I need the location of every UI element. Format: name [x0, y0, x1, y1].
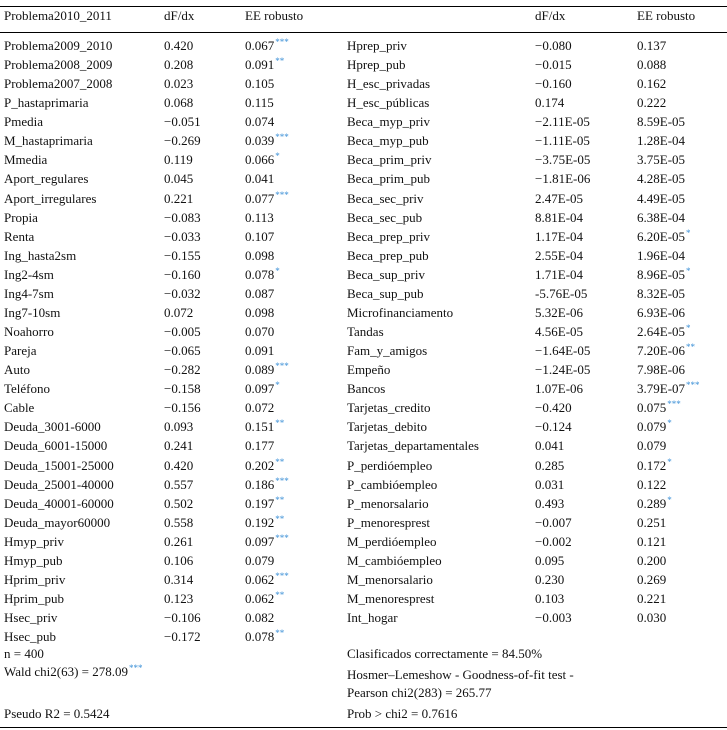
ee-value: [637, 419, 672, 435]
dfdx-value: 0.208: [164, 57, 194, 72]
ee-value: [245, 76, 275, 92]
ee-value: [245, 152, 280, 168]
variable-name: Propia: [4, 210, 38, 225]
variable-name: Deuda_15001-25000: [4, 458, 114, 473]
variable-name: P_menoresprest: [347, 515, 431, 530]
variable-name: Aport_irregulares: [4, 191, 97, 206]
variable-name: Beca_prim_pub: [347, 171, 431, 186]
significance-stars: **: [686, 342, 696, 352]
dfdx-value: 0.557: [164, 477, 194, 492]
variable-name: Ing_hasta2sm: [4, 248, 77, 263]
variable-name: Tarjetas_departamentales: [347, 438, 479, 453]
dfdx-value: 0.023: [164, 76, 194, 91]
variable-name: Problema2008_2009: [4, 57, 113, 72]
variable-name: Deuda_25001-40000: [4, 477, 114, 492]
ee-number: 0.192: [245, 515, 275, 530]
ee-number: 0.098: [245, 305, 275, 320]
dfdx-value: -5.76E-05: [535, 286, 588, 301]
ee-number: 0.172: [637, 458, 667, 473]
ee-number: 0.088: [637, 57, 667, 72]
ee-value: [637, 229, 691, 245]
ee-value: [245, 114, 275, 130]
significance-stars: *: [667, 495, 672, 505]
dfdx-value: −0.420: [535, 400, 572, 415]
ee-number: 0.098: [245, 248, 275, 263]
ee-value: [245, 534, 289, 550]
ee-value: [637, 305, 686, 321]
significance-stars: *: [686, 323, 691, 333]
ee-number: 0.186: [245, 477, 275, 492]
dfdx-value: −0.160: [535, 76, 572, 91]
dfdx-value: 0.558: [164, 515, 194, 530]
variable-name: H_esc_privadas: [347, 76, 431, 91]
variable-name: Hmyp_priv: [4, 534, 64, 549]
col-header-ee-right: EE robusto: [637, 8, 696, 23]
significance-stars: **: [275, 514, 285, 524]
ee-value: [245, 343, 275, 359]
ee-value: [245, 324, 275, 340]
variable-name: Deuda_3001-6000: [4, 419, 101, 434]
footer-wald-text: Wald chi2(63) = 278.09: [4, 664, 128, 679]
ee-value: [245, 629, 284, 645]
ee-value: [637, 458, 672, 474]
variable-name: Tandas: [347, 324, 384, 339]
ee-value: [245, 496, 284, 512]
dfdx-value: 0.045: [164, 171, 194, 186]
variable-name: Fam_y_amigos: [347, 343, 428, 358]
dfdx-value: −1.64E-05: [535, 343, 591, 358]
variable-name: Beca_sup_priv: [347, 267, 425, 282]
ee-value: [245, 362, 289, 378]
ee-number: 0.079: [637, 419, 667, 434]
ee-number: 2.64E-05: [637, 324, 686, 339]
variable-name: Hprim_pub: [4, 591, 64, 606]
ee-number: 0.077: [245, 191, 275, 206]
ee-number: 0.062: [245, 591, 275, 606]
ee-value: [245, 95, 275, 111]
dfdx-value: −1.81E-06: [535, 171, 591, 186]
footer-pseudo-r2: Pseudo R2 = 0.5424: [4, 706, 110, 721]
dfdx-value: 2.55E-04: [535, 248, 584, 263]
ee-value: [637, 381, 700, 397]
ee-value: [245, 419, 284, 435]
ee-number: 0.151: [245, 419, 275, 434]
ee-number: 0.075: [637, 400, 667, 415]
variable-name: Beca_prep_priv: [347, 229, 431, 244]
ee-number: 0.107: [245, 229, 275, 244]
ee-number: 3.79E-07: [637, 381, 686, 396]
variable-name: Pmedia: [4, 114, 43, 129]
significance-stars: ***: [275, 571, 289, 581]
dfdx-value: −0.124: [535, 419, 572, 434]
dfdx-value: 4.56E-05: [535, 324, 584, 339]
variable-name: Mmedia: [4, 152, 48, 167]
variable-name: Tarjetas_credito: [347, 400, 431, 415]
variable-name: Ing7-10sm: [4, 305, 61, 320]
ee-number: 0.089: [245, 362, 275, 377]
dfdx-value: −0.002: [535, 534, 572, 549]
ee-number: 1.28E-04: [637, 133, 686, 148]
ee-value: [637, 496, 672, 512]
ee-value: [245, 248, 275, 264]
significance-stars: **: [275, 628, 285, 638]
dfdx-value: −0.156: [164, 400, 201, 415]
ee-number: 0.113: [245, 210, 274, 225]
significance-stars: **: [275, 457, 285, 467]
ee-value: [245, 57, 284, 73]
ee-number: 0.078: [245, 267, 275, 282]
ee-number: 7.20E-06: [637, 343, 686, 358]
footer-wald-stars: ***: [128, 663, 143, 673]
ee-value: [637, 210, 686, 226]
significance-stars: ***: [275, 132, 289, 142]
variable-name: Aport_regulares: [4, 171, 89, 186]
ee-number: 0.091: [245, 343, 275, 358]
variable-name: Hprep_pub: [347, 57, 406, 72]
variable-name: Bancos: [347, 381, 386, 396]
ee-value: [245, 133, 289, 149]
ee-number: 4.49E-05: [637, 191, 686, 206]
ee-number: 0.070: [245, 324, 275, 339]
significance-stars: ***: [686, 380, 700, 390]
ee-value: [637, 152, 686, 168]
ee-number: 0.289: [637, 496, 667, 511]
ee-number: 0.091: [245, 57, 275, 72]
ee-value: [637, 343, 695, 359]
dfdx-value: −0.155: [164, 248, 201, 263]
significance-stars: ***: [275, 533, 289, 543]
ee-number: 0.082: [245, 610, 275, 625]
dfdx-value: 0.261: [164, 534, 194, 549]
footer-clasificados: Clasificados correctamente = 84.50%: [347, 646, 543, 661]
col-header-ee-left: EE robusto: [245, 8, 304, 23]
ee-number: 0.202: [245, 458, 275, 473]
significance-stars: ***: [275, 190, 289, 200]
variable-name: Beca_sec_priv: [347, 191, 424, 206]
ee-value: [637, 515, 667, 531]
ee-number: 0.115: [245, 95, 274, 110]
significance-stars: *: [667, 418, 672, 428]
ee-value: [637, 114, 686, 130]
ee-value: [245, 286, 275, 302]
ee-number: 0.177: [245, 438, 275, 453]
dfdx-value: 0.285: [535, 458, 565, 473]
significance-stars: *: [275, 266, 280, 276]
ee-value: [637, 267, 691, 283]
variable-name: Deuda_mayor60000: [4, 515, 111, 530]
dfdx-value: 2.47E-05: [535, 191, 584, 206]
dfdx-value: −0.007: [535, 515, 572, 530]
ee-number: 0.062: [245, 572, 275, 587]
variable-name: Noahorro: [4, 324, 54, 339]
variable-name: Hprim_priv: [4, 572, 66, 587]
ee-value: [245, 438, 275, 454]
dfdx-value: 0.093: [164, 419, 194, 434]
significance-stars: *: [275, 380, 280, 390]
ee-value: [637, 38, 667, 54]
ee-number: 0.066: [245, 152, 275, 167]
ee-number: 4.28E-05: [637, 171, 686, 186]
significance-stars: **: [275, 418, 285, 428]
variable-name: Tarjetas_debito: [347, 419, 427, 434]
dfdx-value: 1.07E-06: [535, 381, 584, 396]
ee-value: [245, 191, 289, 207]
dfdx-value: −1.11E-05: [535, 133, 590, 148]
variable-name: Teléfono: [4, 381, 51, 396]
dfdx-value: −0.005: [164, 324, 201, 339]
ee-value: [637, 400, 681, 416]
ee-value: [637, 324, 691, 340]
dfdx-value: −0.160: [164, 267, 201, 282]
ee-number: 0.072: [245, 400, 275, 415]
dfdx-value: 0.314: [164, 572, 194, 587]
top-rule: [0, 6, 727, 7]
ee-number: 0.074: [245, 114, 275, 129]
variable-name: Beca_sup_pub: [347, 286, 424, 301]
variable-name: Microfinanciamento: [347, 305, 454, 320]
ee-number: 0.162: [637, 76, 667, 91]
variable-name: H_esc_públicas: [347, 95, 430, 110]
ee-value: [637, 286, 686, 302]
ee-value: [245, 38, 289, 54]
variable-name: P_cambióempleo: [347, 477, 438, 492]
ee-number: 3.75E-05: [637, 152, 686, 167]
ee-value: [637, 191, 686, 207]
ee-number: 0.079: [637, 438, 667, 453]
dfdx-value: −1.24E-05: [535, 362, 591, 377]
variable-name: M_hastaprimaria: [4, 133, 93, 148]
ee-value: [637, 95, 667, 111]
ee-number: 0.078: [245, 629, 275, 644]
ee-value: [637, 362, 686, 378]
variable-name: P_menorsalario: [347, 496, 429, 511]
variable-name: Pareja: [4, 343, 37, 358]
ee-value: [245, 171, 275, 187]
ee-number: 0.041: [245, 171, 275, 186]
dfdx-value: 0.221: [164, 191, 194, 206]
footer-n: n = 400: [4, 646, 44, 661]
bottom-rule: [0, 727, 727, 728]
ee-value: [245, 305, 275, 321]
dfdx-value: 0.493: [535, 496, 565, 511]
dfdx-value: −0.269: [164, 133, 201, 148]
dfdx-value: −0.080: [535, 38, 572, 53]
col-header-dfdx-right: dF/dx: [535, 8, 566, 23]
variable-name: Deuda_40001-60000: [4, 496, 114, 511]
significance-stars: *: [686, 228, 691, 238]
dfdx-value: 1.17E-04: [535, 229, 584, 244]
variable-name: Problema2007_2008: [4, 76, 113, 91]
ee-value: [245, 400, 275, 416]
variable-name: P_perdióempleo: [347, 458, 433, 473]
ee-number: 6.38E-04: [637, 210, 686, 225]
ee-value: [637, 553, 667, 569]
dfdx-value: −0.282: [164, 362, 201, 377]
significance-stars: ***: [667, 399, 681, 409]
variable-name: Beca_myp_pub: [347, 133, 429, 148]
variable-name: Cable: [4, 400, 35, 415]
variable-name: M_menoresprest: [347, 591, 435, 606]
dfdx-value: 0.420: [164, 38, 194, 53]
ee-value: [637, 477, 667, 493]
ee-number: 0.079: [245, 553, 275, 568]
variable-name: Hsec_priv: [4, 610, 58, 625]
ee-value: [245, 267, 280, 283]
ee-value: [637, 572, 667, 588]
ee-number: 0.105: [245, 76, 275, 91]
variable-name: Beca_sec_pub: [347, 210, 423, 225]
variable-name: Hmyp_pub: [4, 553, 63, 568]
dfdx-value: −3.75E-05: [535, 152, 591, 167]
dfdx-value: 0.095: [535, 553, 565, 568]
dfdx-value: −0.106: [164, 610, 201, 625]
dfdx-value: 0.031: [535, 477, 565, 492]
dfdx-value: 0.041: [535, 438, 565, 453]
ee-number: 0.200: [637, 553, 667, 568]
ee-number: 1.96E-04: [637, 248, 686, 263]
dfdx-value: −0.065: [164, 343, 201, 358]
variable-name: M_cambióempleo: [347, 553, 442, 568]
ee-number: 0.221: [637, 591, 667, 606]
table-title: Problema2010_2011: [4, 8, 112, 23]
variable-name: Hprep_priv: [347, 38, 407, 53]
dfdx-value: −0.032: [164, 286, 201, 301]
dfdx-value: 8.81E-04: [535, 210, 584, 225]
dfdx-value: 0.230: [535, 572, 565, 587]
dfdx-value: −0.083: [164, 210, 201, 225]
variable-name: Int_hogar: [347, 610, 398, 625]
ee-number: 0.030: [637, 610, 667, 625]
ee-value: [245, 477, 289, 493]
ee-number: 0.222: [637, 95, 667, 110]
ee-number: 0.097: [245, 381, 275, 396]
significance-stars: ***: [275, 361, 289, 371]
ee-number: 0.121: [637, 534, 667, 549]
ee-number: 7.98E-06: [637, 362, 686, 377]
dfdx-value: −0.003: [535, 610, 572, 625]
ee-value: [245, 610, 275, 626]
footer-hosmer-line2: Pearson chi2(283) = 265.77: [347, 685, 492, 700]
variable-name: Deuda_6001-15000: [4, 438, 108, 453]
variable-name: Ing2-4sm: [4, 267, 54, 282]
footer-hosmer-line1: Hosmer–Lemeshow - Goodness-of-fit test -: [347, 667, 574, 682]
ee-number: 0.097: [245, 534, 275, 549]
variable-name: Beca_prep_pub: [347, 248, 429, 263]
ee-number: 8.32E-05: [637, 286, 686, 301]
dfdx-value: 0.103: [535, 591, 565, 606]
dfdx-value: −0.015: [535, 57, 572, 72]
ee-value: [637, 438, 667, 454]
ee-number: 0.197: [245, 496, 275, 511]
dfdx-value: 0.072: [164, 305, 194, 320]
significance-stars: ***: [275, 37, 289, 47]
header-rule: [0, 32, 727, 33]
significance-stars: *: [667, 457, 672, 467]
significance-stars: *: [686, 266, 691, 276]
footer-prob: Prob > chi2 = 0.7616: [347, 706, 458, 721]
dfdx-value: 0.068: [164, 95, 194, 110]
ee-value: [245, 553, 275, 569]
ee-number: 6.93E-06: [637, 305, 686, 320]
ee-value: [637, 534, 667, 550]
variable-name: Empeño: [347, 362, 391, 377]
dfdx-value: 1.71E-04: [535, 267, 584, 282]
footer-wald: [4, 664, 142, 680]
dfdx-value: 0.119: [164, 152, 193, 167]
variable-name: Beca_myp_priv: [347, 114, 431, 129]
variable-name: Renta: [4, 229, 35, 244]
significance-stars: ***: [275, 476, 289, 486]
variable-name: Auto: [4, 362, 30, 377]
ee-value: [637, 591, 667, 607]
col-header-dfdx-left: dF/dx: [164, 8, 195, 23]
ee-value: [637, 76, 667, 92]
ee-value: [637, 57, 667, 73]
ee-number: 0.039: [245, 133, 275, 148]
variable-name: M_perdióempleo: [347, 534, 437, 549]
significance-stars: **: [275, 495, 285, 505]
dfdx-value: 0.502: [164, 496, 194, 511]
ee-number: 0.137: [637, 38, 667, 53]
variable-name: Ing4-7sm: [4, 286, 54, 301]
dfdx-value: 0.106: [164, 553, 194, 568]
ee-number: 0.067: [245, 38, 275, 53]
ee-number: 0.251: [637, 515, 667, 530]
dfdx-value: 0.241: [164, 438, 194, 453]
ee-number: 0.087: [245, 286, 275, 301]
dfdx-value: 0.174: [535, 95, 565, 110]
variable-name: Problema2009_2010: [4, 38, 113, 53]
significance-stars: *: [275, 151, 280, 161]
ee-number: 6.20E-05: [637, 229, 686, 244]
dfdx-value: 5.32E-06: [535, 305, 584, 320]
ee-number: 0.122: [637, 477, 667, 492]
ee-value: [245, 458, 284, 474]
dfdx-value: −0.172: [164, 629, 201, 644]
ee-value: [245, 515, 284, 531]
ee-value: [245, 210, 275, 226]
ee-number: 8.59E-05: [637, 114, 686, 129]
variable-name: P_hastaprimaria: [4, 95, 89, 110]
ee-value: [245, 591, 284, 607]
ee-value: [245, 381, 280, 397]
ee-value: [637, 610, 667, 626]
ee-number: 8.96E-05: [637, 267, 686, 282]
dfdx-value: −2.11E-05: [535, 114, 590, 129]
variable-name: Hsec_pub: [4, 629, 56, 644]
dfdx-value: −0.033: [164, 229, 201, 244]
ee-value: [637, 248, 686, 264]
significance-stars: **: [275, 590, 285, 600]
ee-value: [245, 229, 275, 245]
ee-number: 0.269: [637, 572, 667, 587]
ee-value: [637, 171, 686, 187]
dfdx-value: 0.420: [164, 458, 194, 473]
dfdx-value: −0.051: [164, 114, 201, 129]
ee-value: [245, 572, 289, 588]
ee-value: [637, 133, 686, 149]
dfdx-value: −0.158: [164, 381, 201, 396]
dfdx-value: 0.123: [164, 591, 194, 606]
variable-name: Beca_prim_priv: [347, 152, 432, 167]
significance-stars: **: [275, 56, 285, 66]
variable-name: M_menorsalario: [347, 572, 433, 587]
